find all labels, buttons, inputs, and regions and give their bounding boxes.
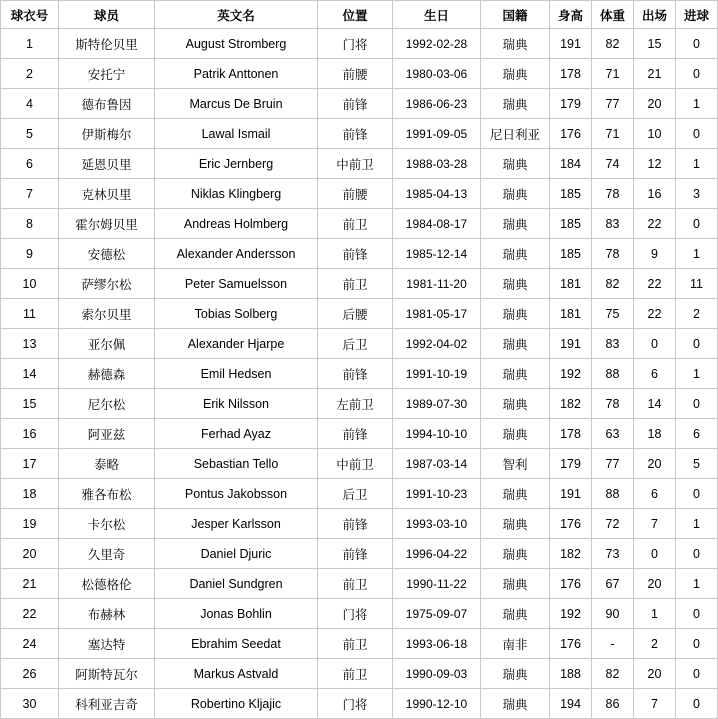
cell-english-name: Emil Hedsen — [155, 359, 318, 389]
cell-birthday: 1991-09-05 — [393, 119, 481, 149]
cell-appearances: 16 — [634, 179, 676, 209]
cell-weight: 78 — [592, 179, 634, 209]
cell-position: 前卫 — [318, 629, 393, 659]
cell-player-name: 阿斯特瓦尔 — [59, 659, 155, 689]
cell-player-name: 安托宁 — [59, 59, 155, 89]
cell-position: 门将 — [318, 29, 393, 59]
cell-height: 179 — [550, 89, 592, 119]
cell-weight: 82 — [592, 659, 634, 689]
cell-nationality: 瑞典 — [481, 89, 550, 119]
cell-nationality: 智利 — [481, 449, 550, 479]
cell-appearances: 7 — [634, 689, 676, 719]
cell-height: 192 — [550, 599, 592, 629]
cell-shirt-number: 22 — [1, 599, 59, 629]
cell-birthday: 1992-02-28 — [393, 29, 481, 59]
cell-weight: 72 — [592, 509, 634, 539]
cell-shirt-number: 19 — [1, 509, 59, 539]
cell-position: 前腰 — [318, 59, 393, 89]
cell-nationality: 瑞典 — [481, 569, 550, 599]
cell-position: 门将 — [318, 599, 393, 629]
cell-height: 176 — [550, 629, 592, 659]
cell-english-name: Daniel Djuric — [155, 539, 318, 569]
cell-english-name: Daniel Sundgren — [155, 569, 318, 599]
table-row — [1, 149, 718, 179]
cell-goals: 0 — [676, 689, 718, 719]
cell-birthday: 1990-11-22 — [393, 569, 481, 599]
cell-appearances: 20 — [634, 89, 676, 119]
cell-nationality: 瑞典 — [481, 239, 550, 269]
table-header-row — [1, 1, 718, 29]
table-row — [1, 89, 718, 119]
cell-goals: 0 — [676, 329, 718, 359]
cell-birthday: 1990-09-03 — [393, 659, 481, 689]
table-row — [1, 689, 718, 719]
cell-nationality: 瑞典 — [481, 359, 550, 389]
cell-shirt-number: 13 — [1, 329, 59, 359]
cell-player-name: 霍尔姆贝里 — [59, 209, 155, 239]
column-header-english-name: 英文名 — [155, 1, 318, 29]
cell-shirt-number: 20 — [1, 539, 59, 569]
cell-goals: 0 — [676, 539, 718, 569]
cell-nationality: 瑞典 — [481, 299, 550, 329]
cell-birthday: 1988-03-28 — [393, 149, 481, 179]
cell-nationality: 瑞典 — [481, 689, 550, 719]
cell-goals: 3 — [676, 179, 718, 209]
cell-shirt-number: 14 — [1, 359, 59, 389]
cell-shirt-number: 1 — [1, 29, 59, 59]
cell-player-name: 伊斯梅尔 — [59, 119, 155, 149]
table-row — [1, 329, 718, 359]
table-row — [1, 449, 718, 479]
cell-position: 前锋 — [318, 359, 393, 389]
cell-appearances: 10 — [634, 119, 676, 149]
cell-appearances: 22 — [634, 269, 676, 299]
cell-birthday: 1985-12-14 — [393, 239, 481, 269]
cell-appearances: 15 — [634, 29, 676, 59]
cell-shirt-number: 6 — [1, 149, 59, 179]
cell-appearances: 14 — [634, 389, 676, 419]
cell-goals: 0 — [676, 629, 718, 659]
cell-nationality: 瑞典 — [481, 599, 550, 629]
cell-nationality: 瑞典 — [481, 209, 550, 239]
cell-goals: 0 — [676, 479, 718, 509]
cell-appearances: 1 — [634, 599, 676, 629]
cell-position: 前锋 — [318, 239, 393, 269]
cell-birthday: 1994-10-10 — [393, 419, 481, 449]
cell-position: 前锋 — [318, 119, 393, 149]
cell-appearances: 20 — [634, 449, 676, 479]
table-row — [1, 599, 718, 629]
column-header-weight: 体重 — [592, 1, 634, 29]
cell-player-name: 索尔贝里 — [59, 299, 155, 329]
cell-birthday: 1981-11-20 — [393, 269, 481, 299]
cell-shirt-number: 15 — [1, 389, 59, 419]
cell-weight: 73 — [592, 539, 634, 569]
cell-weight: 90 — [592, 599, 634, 629]
cell-english-name: Eric Jernberg — [155, 149, 318, 179]
table-row — [1, 299, 718, 329]
cell-birthday: 1984-08-17 — [393, 209, 481, 239]
cell-position: 前锋 — [318, 539, 393, 569]
cell-english-name: Niklas Klingberg — [155, 179, 318, 209]
table-row — [1, 629, 718, 659]
cell-position: 中前卫 — [318, 449, 393, 479]
column-header-player: 球员 — [59, 1, 155, 29]
cell-player-name: 松德格伦 — [59, 569, 155, 599]
cell-english-name: Sebastian Tello — [155, 449, 318, 479]
table-row — [1, 209, 718, 239]
cell-position: 中前卫 — [318, 149, 393, 179]
cell-english-name: Jesper Karlsson — [155, 509, 318, 539]
cell-nationality: 南非 — [481, 629, 550, 659]
cell-weight: 83 — [592, 329, 634, 359]
cell-birthday: 1986-06-23 — [393, 89, 481, 119]
cell-position: 前卫 — [318, 659, 393, 689]
table-row — [1, 119, 718, 149]
cell-appearances: 12 — [634, 149, 676, 179]
cell-goals: 0 — [676, 659, 718, 689]
cell-shirt-number: 21 — [1, 569, 59, 599]
cell-height: 178 — [550, 419, 592, 449]
cell-weight: 82 — [592, 29, 634, 59]
table-row — [1, 569, 718, 599]
cell-birthday: 1980-03-06 — [393, 59, 481, 89]
cell-goals: 1 — [676, 89, 718, 119]
table-row — [1, 509, 718, 539]
cell-height: 179 — [550, 449, 592, 479]
cell-birthday: 1987-03-14 — [393, 449, 481, 479]
cell-appearances: 22 — [634, 209, 676, 239]
cell-shirt-number: 9 — [1, 239, 59, 269]
cell-height: 184 — [550, 149, 592, 179]
cell-shirt-number: 8 — [1, 209, 59, 239]
cell-height: 194 — [550, 689, 592, 719]
cell-position: 门将 — [318, 689, 393, 719]
cell-weight: 78 — [592, 389, 634, 419]
cell-goals: 2 — [676, 299, 718, 329]
cell-english-name: August Stromberg — [155, 29, 318, 59]
cell-weight: 86 — [592, 689, 634, 719]
cell-goals: 0 — [676, 29, 718, 59]
cell-english-name: Peter Samuelsson — [155, 269, 318, 299]
cell-birthday: 1990-12-10 — [393, 689, 481, 719]
cell-english-name: Pontus Jakobsson — [155, 479, 318, 509]
cell-player-name: 卡尔松 — [59, 509, 155, 539]
cell-shirt-number: 26 — [1, 659, 59, 689]
cell-position: 左前卫 — [318, 389, 393, 419]
cell-weight: 88 — [592, 359, 634, 389]
cell-weight: - — [592, 629, 634, 659]
cell-position: 前锋 — [318, 89, 393, 119]
cell-shirt-number: 16 — [1, 419, 59, 449]
cell-english-name: Marcus De Bruin — [155, 89, 318, 119]
cell-goals: 1 — [676, 509, 718, 539]
table-row — [1, 269, 718, 299]
cell-position: 前锋 — [318, 509, 393, 539]
cell-shirt-number: 7 — [1, 179, 59, 209]
cell-appearances: 21 — [634, 59, 676, 89]
cell-goals: 1 — [676, 569, 718, 599]
cell-english-name: Erik Nilsson — [155, 389, 318, 419]
cell-appearances: 0 — [634, 539, 676, 569]
cell-player-name: 德布鲁因 — [59, 89, 155, 119]
cell-english-name: Tobias Solberg — [155, 299, 318, 329]
cell-position: 前锋 — [318, 419, 393, 449]
cell-height: 182 — [550, 539, 592, 569]
cell-goals: 0 — [676, 209, 718, 239]
cell-height: 176 — [550, 569, 592, 599]
cell-position: 后腰 — [318, 299, 393, 329]
cell-weight: 83 — [592, 209, 634, 239]
cell-english-name: Robertino Kljajic — [155, 689, 318, 719]
cell-player-name: 雅各布松 — [59, 479, 155, 509]
cell-height: 178 — [550, 59, 592, 89]
cell-appearances: 6 — [634, 359, 676, 389]
cell-english-name: Jonas Bohlin — [155, 599, 318, 629]
cell-appearances: 18 — [634, 419, 676, 449]
cell-shirt-number: 18 — [1, 479, 59, 509]
cell-shirt-number: 11 — [1, 299, 59, 329]
cell-height: 185 — [550, 239, 592, 269]
cell-goals: 0 — [676, 599, 718, 629]
cell-birthday: 1981-05-17 — [393, 299, 481, 329]
cell-birthday: 1993-06-18 — [393, 629, 481, 659]
column-header-position: 位置 — [318, 1, 393, 29]
cell-height: 176 — [550, 119, 592, 149]
cell-birthday: 1993-03-10 — [393, 509, 481, 539]
cell-appearances: 20 — [634, 659, 676, 689]
cell-birthday: 1991-10-23 — [393, 479, 481, 509]
cell-goals: 1 — [676, 149, 718, 179]
cell-appearances: 2 — [634, 629, 676, 659]
cell-position: 前卫 — [318, 569, 393, 599]
cell-english-name: Alexander Andersson — [155, 239, 318, 269]
cell-shirt-number: 5 — [1, 119, 59, 149]
cell-height: 191 — [550, 329, 592, 359]
cell-appearances: 20 — [634, 569, 676, 599]
table-row — [1, 29, 718, 59]
cell-position: 后卫 — [318, 479, 393, 509]
table-row — [1, 359, 718, 389]
cell-height: 188 — [550, 659, 592, 689]
cell-goals: 5 — [676, 449, 718, 479]
cell-appearances: 7 — [634, 509, 676, 539]
cell-goals: 0 — [676, 389, 718, 419]
cell-nationality: 瑞典 — [481, 389, 550, 419]
cell-weight: 77 — [592, 449, 634, 479]
cell-player-name: 赫德森 — [59, 359, 155, 389]
cell-height: 176 — [550, 509, 592, 539]
table-row — [1, 59, 718, 89]
cell-nationality: 尼日利亚 — [481, 119, 550, 149]
cell-player-name: 尼尔松 — [59, 389, 155, 419]
cell-english-name: Alexander Hjarpe — [155, 329, 318, 359]
column-header-birthday: 生日 — [393, 1, 481, 29]
cell-position: 后卫 — [318, 329, 393, 359]
column-header-appearances: 出场 — [634, 1, 676, 29]
cell-player-name: 萨缪尔松 — [59, 269, 155, 299]
cell-goals: 11 — [676, 269, 718, 299]
cell-weight: 67 — [592, 569, 634, 599]
cell-height: 191 — [550, 479, 592, 509]
cell-height: 191 — [550, 29, 592, 59]
cell-height: 181 — [550, 299, 592, 329]
table-row — [1, 479, 718, 509]
cell-nationality: 瑞典 — [481, 539, 550, 569]
cell-player-name: 克林贝里 — [59, 179, 155, 209]
cell-weight: 71 — [592, 59, 634, 89]
cell-nationality: 瑞典 — [481, 59, 550, 89]
cell-position: 前腰 — [318, 179, 393, 209]
cell-position: 前卫 — [318, 209, 393, 239]
cell-shirt-number: 2 — [1, 59, 59, 89]
cell-player-name: 塞达特 — [59, 629, 155, 659]
cell-english-name: Ebrahim Seedat — [155, 629, 318, 659]
cell-player-name: 阿亚兹 — [59, 419, 155, 449]
cell-player-name: 斯特伦贝里 — [59, 29, 155, 59]
cell-weight: 63 — [592, 419, 634, 449]
cell-english-name: Lawal Ismail — [155, 119, 318, 149]
cell-appearances: 6 — [634, 479, 676, 509]
cell-weight: 71 — [592, 119, 634, 149]
column-header-shirt-number: 球衣号 — [1, 1, 59, 29]
cell-shirt-number: 17 — [1, 449, 59, 479]
table-row — [1, 389, 718, 419]
cell-position: 前卫 — [318, 269, 393, 299]
cell-player-name: 延恩贝里 — [59, 149, 155, 179]
cell-english-name: Markus Astvald — [155, 659, 318, 689]
cell-english-name: Patrik Anttonen — [155, 59, 318, 89]
cell-nationality: 瑞典 — [481, 479, 550, 509]
cell-english-name: Andreas Holmberg — [155, 209, 318, 239]
cell-shirt-number: 30 — [1, 689, 59, 719]
cell-height: 192 — [550, 359, 592, 389]
cell-nationality: 瑞典 — [481, 269, 550, 299]
cell-weight: 75 — [592, 299, 634, 329]
cell-nationality: 瑞典 — [481, 329, 550, 359]
column-header-height: 身高 — [550, 1, 592, 29]
cell-birthday: 1992-04-02 — [393, 329, 481, 359]
cell-goals: 6 — [676, 419, 718, 449]
cell-goals: 1 — [676, 239, 718, 269]
cell-birthday: 1985-04-13 — [393, 179, 481, 209]
cell-weight: 77 — [592, 89, 634, 119]
cell-weight: 78 — [592, 239, 634, 269]
cell-goals: 0 — [676, 119, 718, 149]
cell-english-name: Ferhad Ayaz — [155, 419, 318, 449]
cell-birthday: 1991-10-19 — [393, 359, 481, 389]
cell-shirt-number: 24 — [1, 629, 59, 659]
cell-player-name: 布赫林 — [59, 599, 155, 629]
cell-weight: 88 — [592, 479, 634, 509]
cell-birthday: 1989-07-30 — [393, 389, 481, 419]
cell-nationality: 瑞典 — [481, 419, 550, 449]
cell-height: 182 — [550, 389, 592, 419]
cell-shirt-number: 4 — [1, 89, 59, 119]
cell-player-name: 亚尔佩 — [59, 329, 155, 359]
cell-shirt-number: 10 — [1, 269, 59, 299]
cell-nationality: 瑞典 — [481, 29, 550, 59]
cell-appearances: 0 — [634, 329, 676, 359]
cell-goals: 1 — [676, 359, 718, 389]
table-row — [1, 419, 718, 449]
table-row — [1, 239, 718, 269]
cell-nationality: 瑞典 — [481, 149, 550, 179]
table-row — [1, 179, 718, 209]
cell-player-name: 久里奇 — [59, 539, 155, 569]
table-row — [1, 659, 718, 689]
column-header-nationality: 国籍 — [481, 1, 550, 29]
cell-appearances: 9 — [634, 239, 676, 269]
cell-player-name: 科利亚吉奇 — [59, 689, 155, 719]
cell-nationality: 瑞典 — [481, 509, 550, 539]
cell-height: 185 — [550, 209, 592, 239]
cell-player-name: 安德松 — [59, 239, 155, 269]
column-header-goals: 进球 — [676, 1, 718, 29]
cell-goals: 0 — [676, 59, 718, 89]
table-row — [1, 539, 718, 569]
cell-birthday: 1996-04-22 — [393, 539, 481, 569]
cell-nationality: 瑞典 — [481, 179, 550, 209]
cell-appearances: 22 — [634, 299, 676, 329]
cell-player-name: 泰略 — [59, 449, 155, 479]
cell-weight: 82 — [592, 269, 634, 299]
cell-height: 185 — [550, 179, 592, 209]
cell-nationality: 瑞典 — [481, 659, 550, 689]
cell-birthday: 1975-09-07 — [393, 599, 481, 629]
cell-weight: 74 — [592, 149, 634, 179]
cell-height: 181 — [550, 269, 592, 299]
